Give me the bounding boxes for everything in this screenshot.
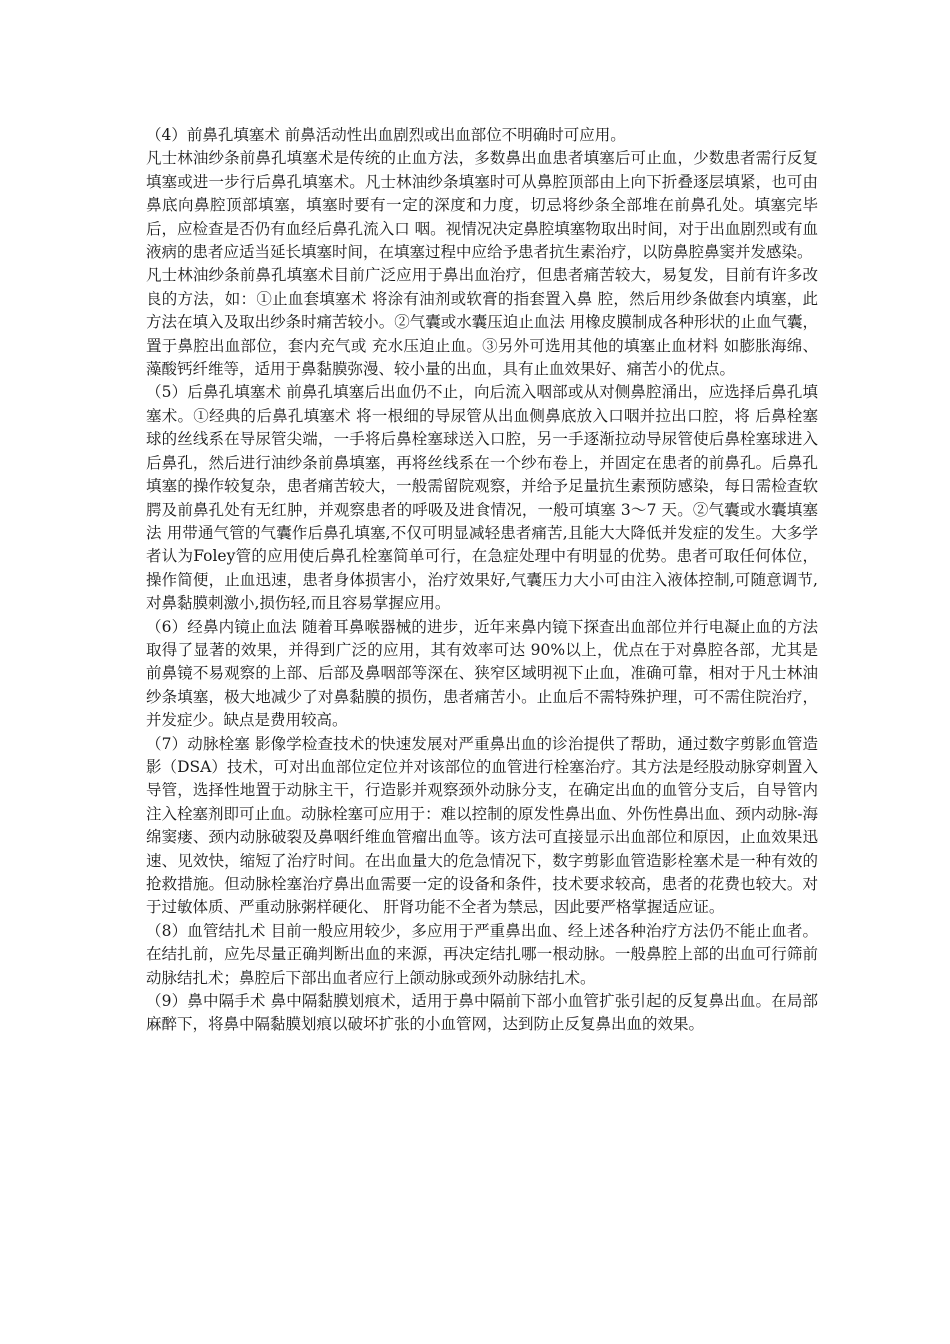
paragraph-septal-surgery: （9）鼻中隔手术 鼻中隔黏膜划痕术，适用于鼻中隔前下部小血管扩张引起的反复鼻出血。在局部麻醉下，将鼻中隔黏膜划痕以破坏扩张的小血管网，达到防止反复鼻出血的效果。: [146, 992, 818, 1034]
paragraph-posterior-packing: （5）后鼻孔填塞术 前鼻孔填塞后出血仍不止，向后流入咽部或从对侧鼻腔涌出，应选择后鼻孔填塞术。①经典的后鼻孔填塞术 将一根细的导尿管从出血侧鼻底放入口咽并拉出口腔，将 后鼻栓塞球的丝线系在导尿管尖端，一手将后鼻栓塞球送入口腔，另一手逐渐拉动导尿管使后鼻栓塞球进入后鼻孔，然后进行油纱条前鼻填塞，再将丝线系在一个纱布卷上，并固定在患者的前鼻孔。后鼻孔填塞的操作较复杂，患者痛苦较大，一般需留院观察，并给予足量抗生素预防感染，每日需检查软腭及前鼻孔处有无红肿，并观察患者的呼吸及进食情况，一般可填塞 3～7 天。②气囊或水囊填塞法 用带通气管的气囊作后鼻孔填塞,不仅可明显减轻患者痛苦,且能大大降低并发症的发生。大多学者认为Foley管的应用使后鼻孔栓塞简单可行，在急症处理中有明显的优势。患者可取任何体位，操作简便，止血迅速，患者身体损害小，治疗效果好,气囊压力大小可由注入液体控制,可随意调节,对鼻黏膜刺激小,损伤轻,而且容易掌握应用。: [146, 383, 818, 613]
paragraph-arterial-embolization: （7）动脉栓塞 影像学检查技术的快速发展对严重鼻出血的诊治提供了帮助，通过数字剪影血管造影（DSA）技术，可对出血部位定位并对该部位的血管进行栓塞治疗。其方法是经股动脉穿刺置入导管，选择性地置于动脉主干，行造影并观察颈外动脉分支，在确定出血的血管分支后，自导管内注入栓塞剂即可止血。动脉栓塞可应用于：难以控制的原发性鼻出血、外伤性鼻出血、颈内动脉-海 绵窦瘘、颈内动脉破裂及鼻咽纤维血管瘤出血等。该方法可直接显示出血部位和原因，止血效果迅速、见效快，缩短了治疗时间。在出血量大的危急情况下，数字剪影血管造影栓塞术是一种有效的抢救措施。但动脉栓塞治疗鼻出血需要一定的设备和条件，技术要求较高，患者的花费也较大。对于过敏体质、严重动脉粥样硬化、 肝肾功能不全者为禁忌，因此要严格掌握适应证。: [146, 734, 818, 917]
paragraph-vaseline-gauze-packing: 凡士林油纱条前鼻孔填塞术是传统的止血方法，多数鼻出血患者填塞后可止血，少数患者需行反复填塞或进一步行后鼻孔填塞术。凡士林油纱条填塞时可从鼻腔顶部由上向下折叠逐层填紧，也可由鼻底向鼻腔顶部填塞，填塞时要有一定的深度和力度，切忌将纱条全部堆在前鼻孔处。填塞完毕后，应检查是否仍有血经后鼻孔流入口 咽。视情况决定鼻腔填塞物取出时间，对于出血剧烈或有血液病的患者应适当延长填塞时间，在填塞过程中应给予患者抗生素治疗，以防鼻腔鼻窦并发感染。: [146, 149, 818, 262]
paragraph-vascular-ligation: （8）血管结扎术 目前一般应用较少，多应用于严重鼻出血、经上述各种治疗方法仍不能止血者。在结扎前，应先尽量正确判断出血的来源，再决定结扎哪一根动脉。一般鼻腔上部的出血可行筛前动脉结扎术；鼻腔后下部出血者应行上颌动脉或颈外动脉结扎术。: [146, 921, 818, 987]
paragraph-endoscopic-hemostasis: （6）经鼻内镜止血法 随着耳鼻喉器械的进步，近年来鼻内镜下探查出血部位并行电凝止血的方法取得了显著的效果，并得到广泛的应用，其有效率可达 90%以上，优点在于对鼻腔各部，尤其是前鼻镜不易观察的上部、后部及鼻咽部等深在、狭窄区域明视下止血，准确可靠，相对于凡士林油纱条填塞，极大地减少了对鼻黏膜的损伤，患者痛苦小。止血后不需特殊护理，可不需住院治疗，并发症少。缺点是费用较高。: [146, 617, 818, 730]
paragraph-anterior-packing-heading: （4）前鼻孔填塞术 前鼻活动性出血剧烈或出血部位不明确时可应用。: [146, 126, 626, 144]
paragraph-improved-methods: 凡士林油纱条前鼻孔填塞术目前广泛应用于鼻出血治疗，但患者痛苦较大，易复发，目前有许多改良的方法，如：①止血套填塞术 将涂有油剂或软膏的指套置入鼻 腔，然后用纱条做套内填塞，此方法在填入及取出纱条时痛苦较小。②气囊或水囊压迫止血法 用橡皮膜制成各种形状的止血气囊，置于鼻腔出血部位，套内充气或 充水压迫止血。③另外可选用其他的填塞止血材料 如膨胀海绵、藻酸钙纤维等，适用于鼻黏膜弥漫、较小量的出血，具有止血效果好、痛苦小的优点。: [146, 266, 818, 379]
document-body: [146, 124, 818, 1037]
